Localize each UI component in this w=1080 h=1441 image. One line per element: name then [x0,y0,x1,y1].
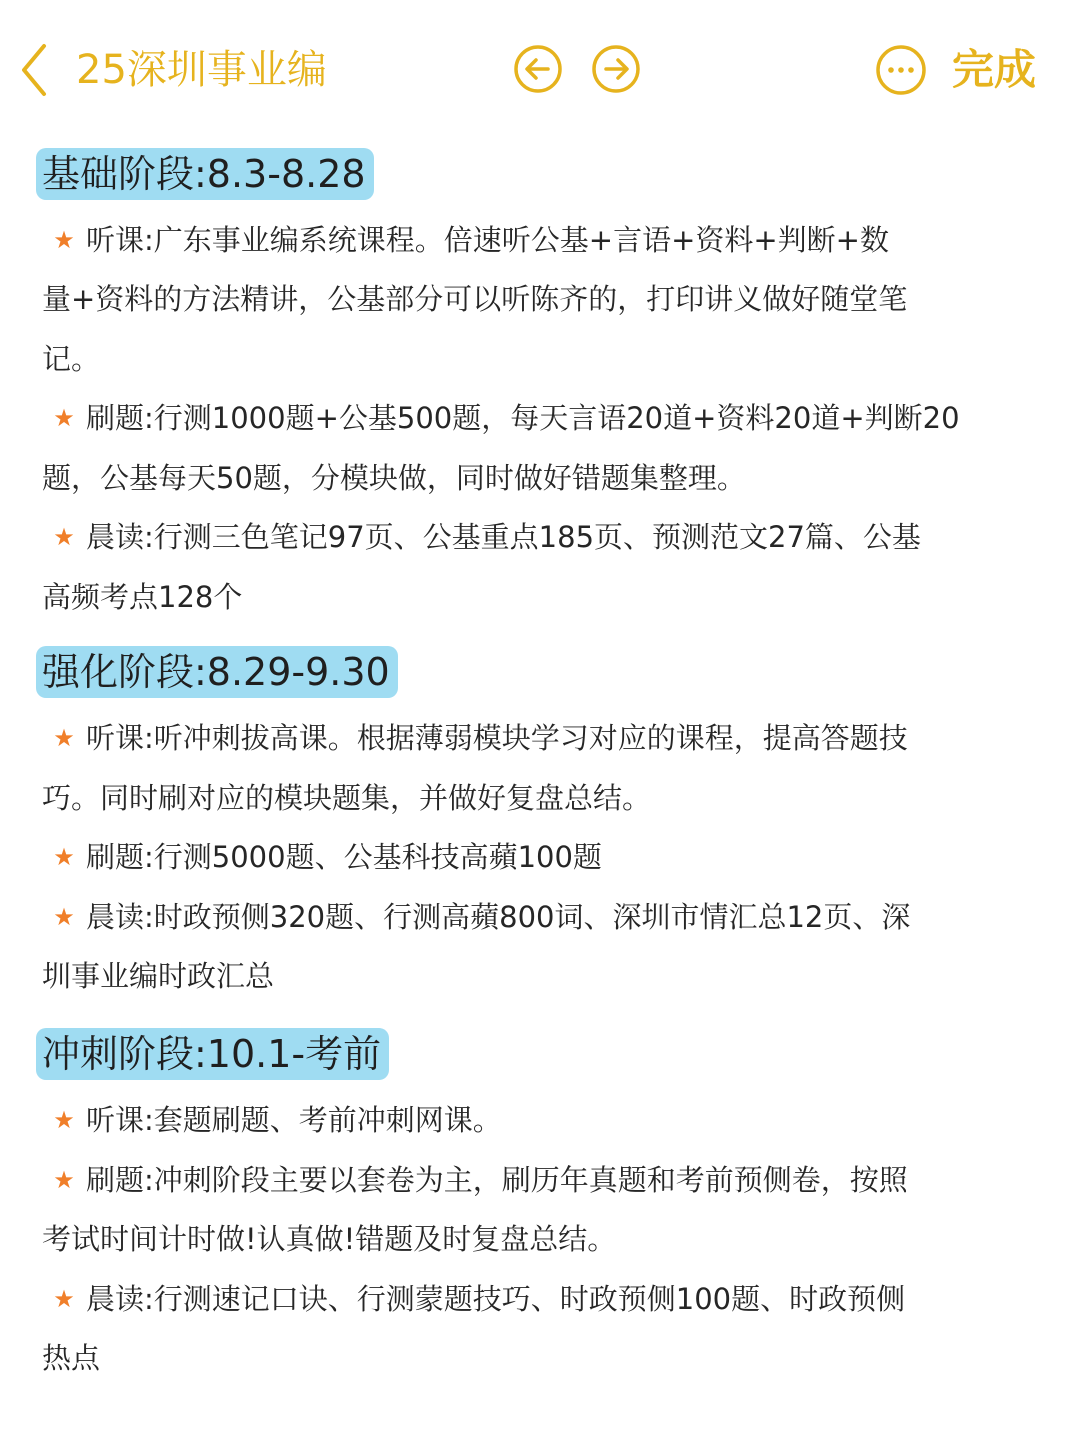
bullet-line: ★ 晨读:行测三色笔记97页、公基重点185页、预测范文27篇、公基 [42,517,921,557]
text-line: 记。 [42,342,101,376]
bullet-line: ★ 听课:广东事业编系统课程。倍速听公基+言语+资料+判断+数 [42,220,889,260]
bullet-line: ★ 晨读:行测速记口诀、行测蒙题技巧、时政预侧100题、时政预侧 [42,1279,905,1319]
section-title-foundation: 基础阶段:8.3-8.28 [36,148,374,200]
bullet-line: ★ 刷题:行测1000题+公基500题，每天言语20道+资料20道+判断20 [42,398,960,438]
bullet-line: ★ 听课:套题刷题、考前冲刺网课。 [42,1100,502,1140]
text-line: 考试时间计时做!认真做!错题及时复盘总结。 [42,1222,617,1256]
note-toolbar [0,0,1080,140]
text-line: 热点 [42,1341,101,1375]
arrow-right-circle-icon[interactable] [591,44,641,94]
text-line: 高频考点128个 [42,580,243,614]
note-title: 25深圳事业编 [76,47,327,93]
section-title-intensive: 强化阶段:8.29-9.30 [36,646,398,698]
bullet-line: ★ 晨读:时政预侧320题、行测高蘋800词、深圳市情汇总12页、深 [42,897,910,937]
chevron-left-icon[interactable] [14,40,54,100]
bullet-line: ★ 听课:听冲刺拔高课。根据薄弱模块学习对应的课程，提高答题技 [42,718,908,758]
section-title-sprint: 冲刺阶段:10.1-考前 [36,1028,389,1080]
star-icon: ★ [53,903,75,931]
text-line: 巧。同时刷对应的模块题集，并做好复盘总结。 [42,781,652,815]
star-icon: ★ [53,404,75,432]
star-icon: ★ [53,523,75,551]
star-icon: ★ [53,843,75,871]
text-line: 题，公基每天50题，分模块做，同时做好错题集整理。 [42,461,746,495]
arrow-left-circle-icon[interactable] [513,44,563,94]
ellipsis-circle-icon[interactable] [875,44,927,96]
star-icon: ★ [53,1285,75,1313]
text-line: 圳事业编时政汇总 [42,959,275,993]
star-icon: ★ [53,724,75,752]
bullet-line: ★ 刷题:冲刺阶段主要以套卷为主，刷历年真题和考前预侧卷，按照 [42,1160,908,1200]
star-icon: ★ [53,1106,75,1134]
done-button[interactable]: 完成 [952,45,1037,94]
bullet-line: ★ 刷题:行测5000题、公基科技高蘋100题 [42,837,602,877]
text-line: 量+资料的方法精讲，公基部分可以听陈齐的，打印讲义做好随堂笔 [42,282,908,316]
star-icon: ★ [53,226,75,254]
star-icon: ★ [53,1166,75,1194]
